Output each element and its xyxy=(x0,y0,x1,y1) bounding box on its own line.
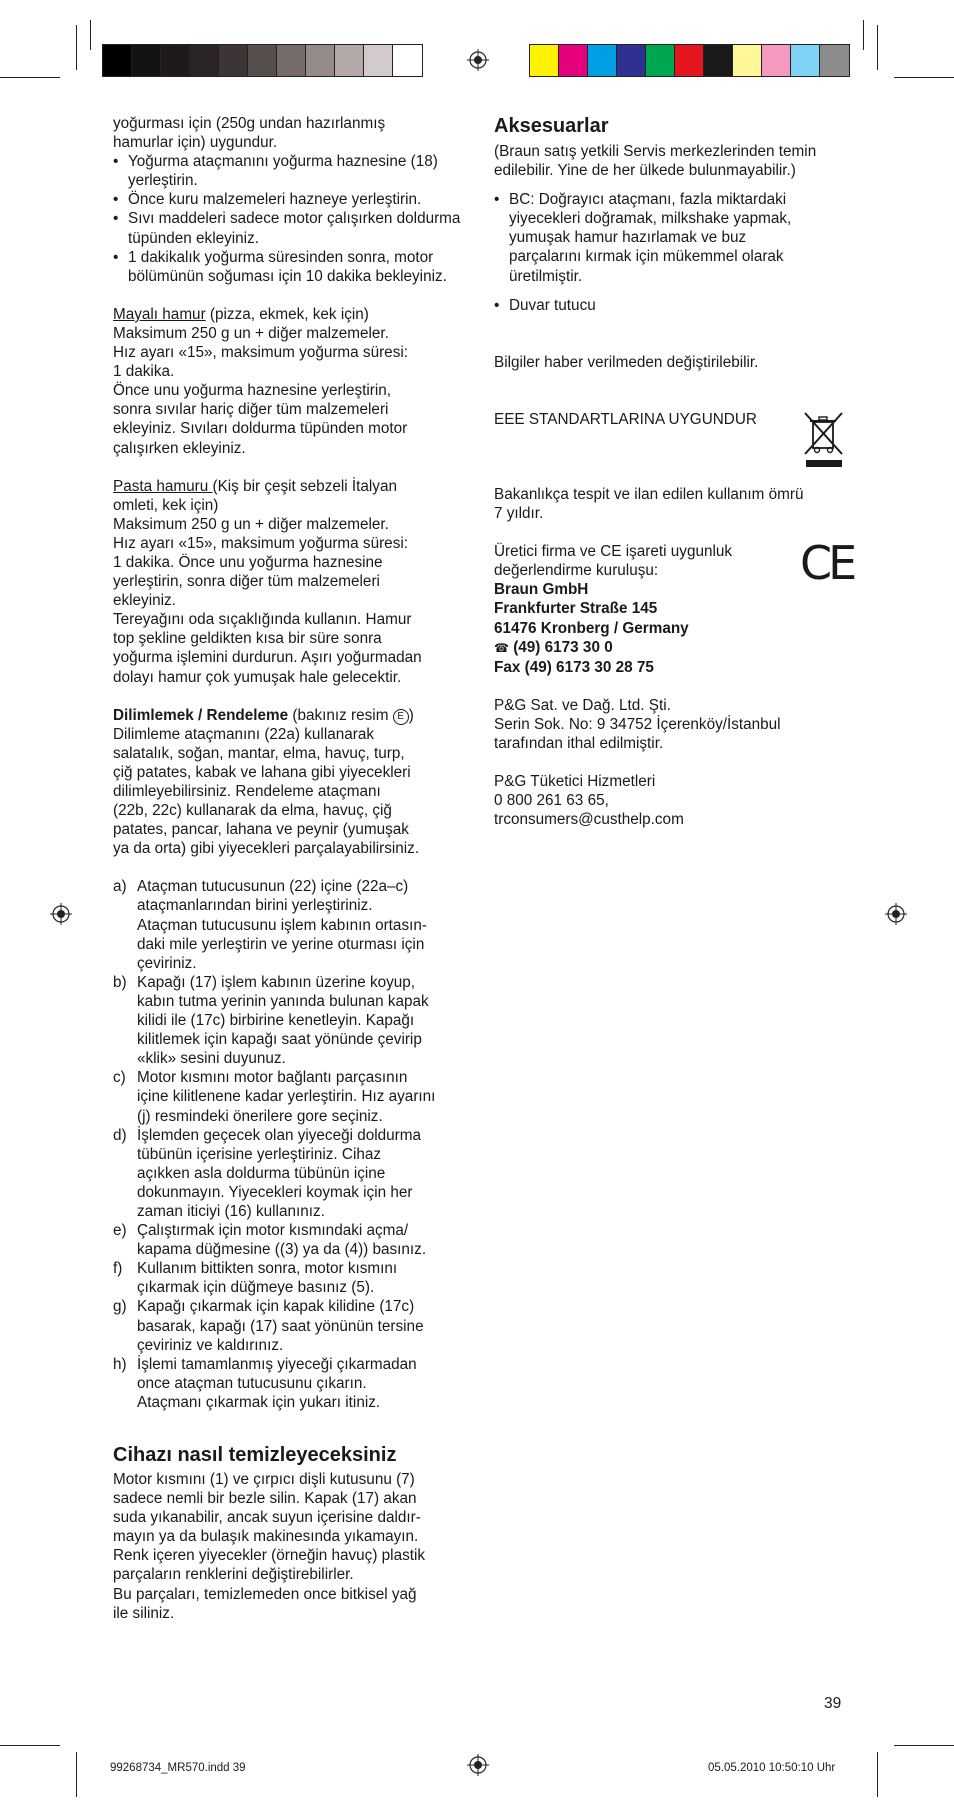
text-line: Kapağı (17) işlem kabının üzerine koyup, xyxy=(137,973,416,991)
text-line: çeviriniz ve kaldırınız. xyxy=(137,1336,284,1354)
text-line: çıkarmak için düğmeye basınız (5). xyxy=(137,1279,375,1297)
slicing-title-rest: (bakınız resim xyxy=(288,706,393,724)
text-line: omleti, kek için) xyxy=(113,496,219,514)
company-name: Braun GmbH xyxy=(494,581,589,599)
registration-mark-icon xyxy=(885,903,907,925)
color-swatch xyxy=(559,45,588,76)
company-fax: Fax (49) 6173 30 28 75 xyxy=(494,658,654,676)
left-column xyxy=(113,114,471,1623)
text-line: ekleyiniz. xyxy=(113,592,176,610)
text-line: Bakanlıkça tespit ve ilan edilen kullanım ömrü xyxy=(494,485,804,503)
color-swatch xyxy=(646,45,675,76)
right-column xyxy=(494,114,854,829)
color-swatch xyxy=(675,45,704,76)
ce-mark-icon: CE xyxy=(800,536,854,590)
text-line: (j) resmindeki önerilere gore seçiniz. xyxy=(137,1107,383,1125)
text-line: kilitlemek için kapağı saat yönünde çevirip xyxy=(137,1031,422,1049)
text-line: sonra sıvılar hariç diğer tüm malzemeleri xyxy=(113,401,389,419)
list-item-text: Önce kuru malzemeleri hazneye yerleştirin. xyxy=(128,191,422,209)
change-notice: Bilgiler haber verilmeden değiştirilebilir. xyxy=(494,353,759,371)
text-line: patates, pancar, lahana ve peynir (yumuşak xyxy=(113,821,409,839)
text-line: Çalıştırmak için motor kısmındaki açma/ xyxy=(137,1222,409,1240)
bullet-icon: • xyxy=(494,296,500,314)
list-item-text: Sıvı maddeleri sadece motor çalışırken doldurma tüpünden ekleyiniz. xyxy=(128,210,461,247)
text-line: (22b, 22c) kullanarak da elma, havuç, çiğ xyxy=(113,802,392,820)
yeast-dough-title-rest: (pizza, ekmek, kek için) xyxy=(205,305,369,323)
text-line: dolayı hamur çok yumuşak hale gelecektir. xyxy=(113,668,402,686)
yeast-dough-title xyxy=(113,305,471,324)
pasta-dough-title-rest: (Kiş bir çeşit sebzeli İtalyan xyxy=(212,477,397,495)
color-swatch xyxy=(617,45,646,76)
list-item xyxy=(113,190,471,209)
figure-e-circle-icon: E xyxy=(393,709,409,725)
text-line: Motor kısmını (1) ve çırpıcı dişli kutusunu (7) xyxy=(113,1471,415,1488)
text-line: parçalarını kırmak için mükemmel olarak xyxy=(509,248,784,266)
text-line: çalışırken ekleyiniz. xyxy=(113,439,246,457)
text-line: Ataçman tutucusunu işlem kabının ortasın- xyxy=(137,916,427,934)
text-line: yiyecekleri doğramak, milkshake yapmak, xyxy=(509,210,792,228)
step-marker: d) xyxy=(113,1126,127,1144)
text-line: mayın ya da bulaşık makinesında yıkamayın. xyxy=(113,1528,419,1546)
step-item xyxy=(113,1221,471,1259)
importer-text xyxy=(494,696,854,753)
text-line: kilidi ile (17c) birbirine kenetleyin. Kapağı xyxy=(137,1012,415,1030)
accessory-text xyxy=(509,190,854,285)
text-line: 1 dakika. Önce unu yoğurma haznesine xyxy=(113,553,383,571)
text-line: Dilimleme ataçmanını (22a) kullanarak xyxy=(113,725,375,743)
step-marker: g) xyxy=(113,1298,127,1316)
text-line: Kapağı çıkarmak için kapak kilidine (17c) xyxy=(137,1298,415,1316)
text-line: kabın tutma yerinin yanında bulunan kapak xyxy=(137,992,429,1010)
color-swatch xyxy=(248,45,277,76)
text-line: yoğurması için (250g undan hazırlanmış xyxy=(113,115,386,132)
text-line: kapama düğmesine ((3) ya da (4)) basınız. xyxy=(137,1241,427,1259)
bullet-icon: • xyxy=(113,248,119,266)
color-swatch xyxy=(820,45,849,76)
text-line: BC: Doğrayıcı ataçmanı, fazla miktardaki xyxy=(509,191,787,209)
step-item xyxy=(113,1259,471,1297)
slicing-title-paren: ) xyxy=(408,706,414,724)
list-item xyxy=(113,152,471,190)
text-line: Kullanım bittikten sonra, motor kısmını xyxy=(137,1260,398,1278)
bullet-icon: • xyxy=(113,210,119,228)
text-line: değerlendirme kuruluşu: xyxy=(494,562,659,580)
step-marker: f) xyxy=(113,1260,123,1278)
step-marker: b) xyxy=(113,973,127,991)
text-line: Maksimum 250 g un + diğer malzemeler. xyxy=(113,324,389,342)
step-item xyxy=(113,973,471,1068)
color-swatch xyxy=(277,45,306,76)
accessories-heading: Aksesuarlar xyxy=(494,115,609,137)
text-line: yumuşak hamur hazırlamak ve buz xyxy=(509,229,747,247)
text-line: Üretici firma ve CE işareti uygunluk xyxy=(494,543,733,561)
bullet-icon: • xyxy=(113,191,119,209)
text-line: üretilmiştir. xyxy=(509,267,583,285)
text-line: daki mile yerleştirin ve yerine oturması için xyxy=(137,935,425,953)
text-line: P&G Sat. ve Dağ. Ltd. Şti. xyxy=(494,696,671,714)
color-swatch xyxy=(103,45,132,76)
bullet-icon: • xyxy=(113,153,119,171)
color-swatch xyxy=(704,45,733,76)
step-text xyxy=(137,1259,471,1297)
step-item xyxy=(113,1068,471,1125)
accessory-text: Duvar tutucu xyxy=(509,296,596,314)
text-line: İşlemden geçecek olan yiyeceği doldurma xyxy=(137,1126,422,1144)
yeast-dough-body xyxy=(113,324,471,458)
footer-timestamp: 05.05.2010 10:50:10 Uhr xyxy=(708,1762,836,1774)
step-marker: a) xyxy=(113,878,127,896)
text-line: çiğ patates, kabak ve lahana gibi yiyecekleri xyxy=(113,763,411,781)
text-line: once ataçman tutucusunu çıkarın. xyxy=(137,1374,367,1392)
text-line: tarafından ithal edilmiştir. xyxy=(494,734,664,752)
step-text xyxy=(137,1068,471,1125)
text-line: salatalık, soğan, mantar, elma, havuç, turp, xyxy=(113,744,405,762)
text-line: (Braun satış yetkili Servis merkezlerinden temin xyxy=(494,143,817,160)
step-text xyxy=(137,877,471,972)
color-swatch xyxy=(393,45,422,76)
page-number: 39 xyxy=(824,1695,842,1712)
slicing-title xyxy=(113,706,471,725)
color-swatch xyxy=(132,45,161,76)
slicing-body xyxy=(113,725,471,859)
step-marker: c) xyxy=(113,1069,126,1087)
text-line: parçaların renklerini değiştirebilirler. xyxy=(113,1566,354,1584)
color-swatch xyxy=(335,45,364,76)
cmyk-color-bar xyxy=(529,44,850,77)
text-line: ekleyiniz. Sıvıları doldurma tüpünden motor xyxy=(113,420,408,438)
text-line: zaman iticiyi (16) kullanınız. xyxy=(137,1202,325,1220)
text-line: Motor kısmını motor bağlantı parçasının xyxy=(137,1069,408,1087)
text-line: ya da orta) gibi yiyecekleri parçalayabilirsiniz. xyxy=(113,840,420,858)
step-text xyxy=(137,1355,471,1412)
step-item xyxy=(113,1126,471,1221)
step-text xyxy=(137,973,471,1068)
slicing-title-bold: Dilimlemek / Rendeleme xyxy=(113,706,289,724)
color-swatch xyxy=(190,45,219,76)
yeast-dough-title-underlined: Mayalı hamur xyxy=(113,305,206,323)
accessory-item xyxy=(494,190,854,285)
color-swatch xyxy=(306,45,335,76)
text-line: Tereyağını oda sıçaklığında kullanın. Hamur xyxy=(113,611,412,629)
color-swatch xyxy=(161,45,190,76)
accessory-item xyxy=(494,296,854,315)
service-text xyxy=(494,772,854,829)
text-line: Önce unu yoğurma haznesine yerleştirin, xyxy=(113,382,392,400)
text-line: açıkken asla doldurma tübünün içine xyxy=(137,1164,386,1182)
step-item xyxy=(113,877,471,972)
cleaning-body xyxy=(113,1470,471,1623)
step-item xyxy=(113,1355,471,1412)
eee-compliance: EEE STANDARTLARINA UYGUNDUR xyxy=(494,410,757,428)
text-line: trconsumers@custhelp.com xyxy=(494,811,684,829)
text-line: İşlemi tamamlanmış yiyeceği çıkarmadan xyxy=(137,1355,417,1373)
text-line: Ataçmanı çıkarmak için yukarı itiniz. xyxy=(137,1393,381,1411)
company-city: 61476 Kronberg / Germany xyxy=(494,619,689,637)
list-item xyxy=(113,209,471,247)
color-swatch xyxy=(733,45,762,76)
text-line: Maksimum 250 g un + diğer malzemeler. xyxy=(113,515,389,533)
color-swatch xyxy=(530,45,559,76)
text-line: içine kilitlenene kadar yerleştirin. Hız ayarını xyxy=(137,1088,436,1106)
text-line: 7 yıldır. xyxy=(494,505,544,523)
text-line: Serin Sok. No: 9 34752 İçerenköy/İstanbul xyxy=(494,715,781,733)
step-text xyxy=(137,1126,471,1221)
text-line: Bu parçaları, temizlemeden once bitkisel yağ xyxy=(113,1585,417,1603)
text-line: 0 800 261 63 65, xyxy=(494,792,609,810)
footer-filename: 99268734_MR570.indd 39 xyxy=(110,1762,246,1774)
registration-mark-icon xyxy=(50,903,72,925)
text-line: Renk içeren yiyecekler (örneğin havuç) plastik xyxy=(113,1547,426,1565)
text-line: top şekline geldikten kısa bir süre sonra xyxy=(113,630,382,648)
list-item-text: Yoğurma ataçmanını yoğurma haznesine (18) yerleştirin. xyxy=(128,153,438,190)
registration-mark-icon xyxy=(467,49,489,71)
color-swatch xyxy=(364,45,393,76)
step-text xyxy=(137,1221,471,1259)
instruction-steps xyxy=(113,877,471,1412)
telephone-icon: ☎ xyxy=(494,640,509,655)
text-line: tübünün içerisine yerleştiriniz. Cihaz xyxy=(137,1145,382,1163)
text-line: Hız ayarı «15», maksimum yoğurma süresi: xyxy=(113,534,408,552)
pasta-dough-title-underlined: Pasta hamuru xyxy=(113,477,213,495)
text-line: yerleştirin, sonra diğer tüm malzemeleri xyxy=(113,573,380,591)
pasta-dough-title xyxy=(113,477,471,496)
color-swatch xyxy=(762,45,791,76)
text-line: ile siliniz. xyxy=(113,1604,175,1622)
text-line: Ataçman tutucusunun (22) içine (22a–c) xyxy=(137,878,409,896)
color-swatch xyxy=(219,45,248,76)
weee-crossed-bin-icon xyxy=(802,410,846,470)
phone-number: (49) 6173 30 0 xyxy=(513,638,613,656)
color-swatch xyxy=(588,45,617,76)
step-marker: h) xyxy=(113,1355,127,1373)
color-swatch xyxy=(791,45,820,76)
text-line: P&G Tüketici Hizmetleri xyxy=(494,773,656,791)
step-marker: e) xyxy=(113,1222,127,1240)
step-item xyxy=(113,1297,471,1354)
text-line: suda yıkanabilir, ancak suyun içerisine daldır- xyxy=(113,1509,421,1527)
lifetime-text xyxy=(494,485,854,523)
list-item-text: 1 dakikalık yoğurma süresinden sonra, motor bölümünün soğuması için 10 dakika bekleyiniz. xyxy=(128,248,447,285)
registration-mark-icon xyxy=(467,1754,489,1776)
company-street: Frankfurter Straße 145 xyxy=(494,600,658,618)
bullet-icon: • xyxy=(494,191,500,209)
text-line: «klik» sesini duyunuz. xyxy=(137,1050,286,1068)
text-line: ataçmanlarından birini yerleştiriniz. xyxy=(137,897,373,915)
pasta-dough-body xyxy=(113,496,471,687)
text-line: edilebilir. Yine de her ülkede bulunmayabilir.) xyxy=(494,162,796,180)
grayscale-color-bar xyxy=(102,44,423,77)
text-line: basarak, kapağı (17) saat yönünün tersine xyxy=(137,1317,424,1335)
company-phone xyxy=(494,638,854,658)
text-line: yoğurma işlemini durdurun. Aşırı yoğurmadan xyxy=(113,649,422,667)
text-line: dokunmayın. Yiyecekleri koymak için her xyxy=(137,1183,413,1201)
step-text xyxy=(137,1297,471,1354)
text-line: Hız ayarı «15», maksimum yoğurma süresi: xyxy=(113,344,408,362)
accessories-note xyxy=(494,142,854,180)
text-line: dilimleyebilirsiniz. Rendeleme ataçmanı xyxy=(113,783,381,800)
text-line: çeviriniz. xyxy=(137,954,197,972)
text-line: 1 dakika. xyxy=(113,363,175,381)
text-line: hamurlar için) uygundur. xyxy=(113,134,278,152)
list-item xyxy=(113,248,471,286)
cleaning-heading: Cihazı nasıl temizleyeceksiniz xyxy=(113,1444,397,1466)
text-line: sadece nemli bir bezle silin. Kapak (17) akan xyxy=(113,1490,417,1508)
